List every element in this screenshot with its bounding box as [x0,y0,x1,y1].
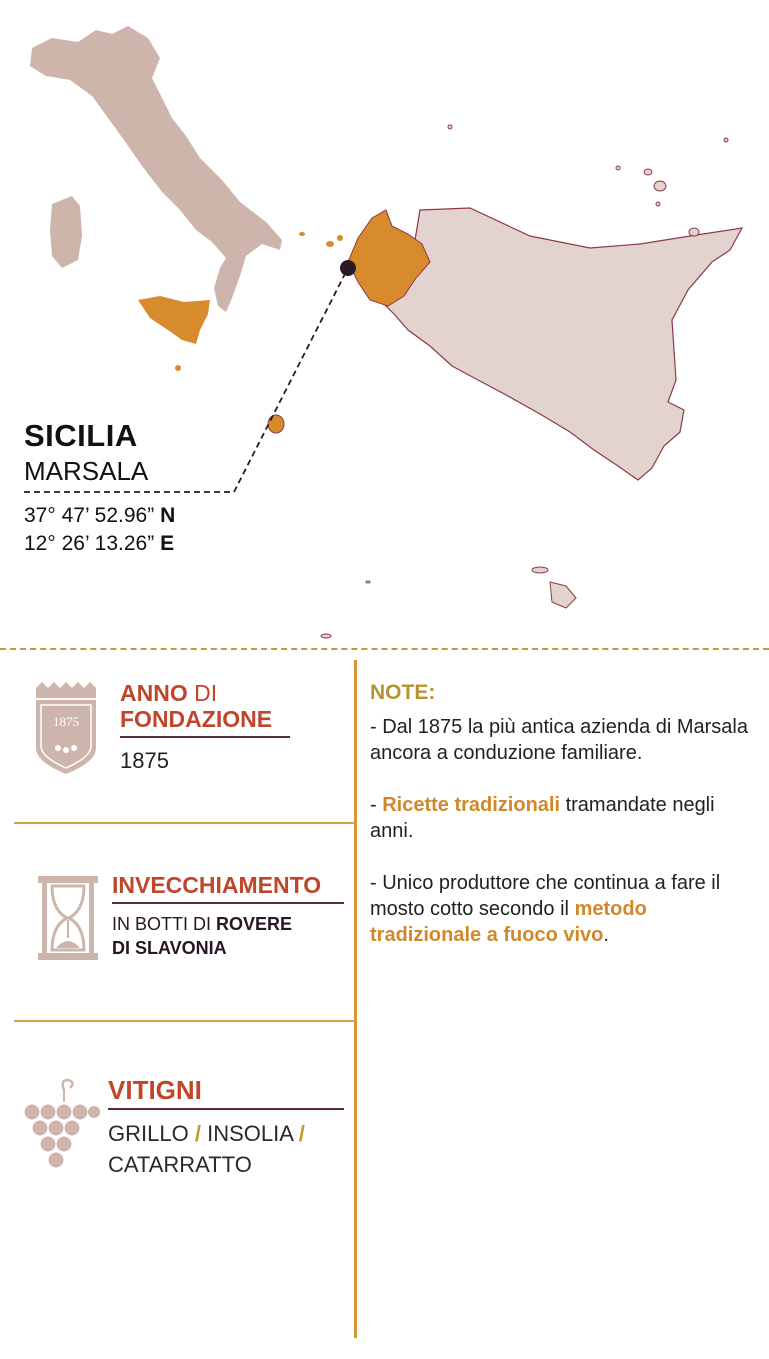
notes-heading: NOTE: [370,681,436,704]
founding-title [120,680,290,732]
latitude-value: 37° 47’ 52.96” [24,504,155,527]
islet [175,365,181,371]
islet [366,581,370,583]
aging-text-c: DI SLAVONIA [112,938,227,958]
islet [656,202,660,206]
islet [326,241,334,247]
islet [321,634,331,638]
aging-text [112,912,344,960]
aging-title-text: INVECCHIAMENTO [112,872,322,898]
islet [616,166,620,170]
longitude-dir: E [160,532,175,555]
note-2 [370,792,750,844]
malta [550,582,576,608]
grape-catarratto: CATARRATTO [108,1152,252,1177]
aging-block [112,872,344,960]
grapes-title [108,1076,344,1104]
grapes-title-text: VITIGNI [108,1075,202,1105]
note-2-post: tramandate negli anni. [370,794,715,842]
islet [337,235,343,241]
grapes-rule [108,1108,344,1110]
note-3-post: . [603,924,609,946]
latitude [24,502,175,530]
founding-block [120,680,290,774]
founding-title-a: ANNO [120,680,188,706]
founding-year: 1875 [120,748,169,773]
grape-insolia: INSOLIA [207,1121,293,1146]
islet [268,415,284,433]
horizontal-divider [0,648,769,650]
latitude-dir: N [160,504,176,527]
crest-icon [34,680,98,776]
crest-year: 1875 [53,714,79,729]
aging-title [112,872,344,898]
islet [724,138,728,142]
coordinates [24,502,175,558]
islet [689,228,699,236]
row-divider [14,1020,356,1022]
note-3 [370,870,750,948]
grapes-icon [24,1076,100,1176]
islet [448,125,452,129]
note-1: - Dal 1875 la più antica azienda di Marsala ancora a conduzione familiare. [370,716,748,764]
grape-separator: / [298,1121,305,1146]
note-2-highlight: Ricette tradizionali [382,794,561,816]
longitude [24,530,175,558]
sardinia [50,196,82,268]
row-divider [14,822,356,824]
region-name: SICILIA [24,418,138,453]
islet [532,567,548,573]
note-3-highlight: metodo tradizionale a fuoco vivo [370,898,647,946]
note-2-pre: - [370,794,383,816]
italy-mainland [30,26,282,312]
aging-rule [112,902,344,904]
location-label [24,418,176,555]
hourglass-icon [38,876,98,960]
islet [299,232,305,236]
grapes-list [108,1118,344,1180]
sicily-large [380,208,742,480]
islet [644,169,652,175]
founding-title-b: DI [194,680,218,706]
sicily-small [138,296,210,344]
note-3-pre: - Unico produttore che continua a fare il mosto cotto secondo il [370,872,721,920]
founding-title-c: FONDAZIONE [120,706,273,732]
grape-grillo: GRILLO [108,1121,189,1146]
aging-text-a: IN BOTTI DI [112,914,217,934]
marsala-marker [340,260,356,276]
town-name: MARSALA [24,456,149,486]
grapes-block [108,1076,344,1180]
islet [654,181,666,191]
grape-separator: / [194,1121,201,1146]
founding-rule [120,736,290,738]
aging-text-b: ROVERE [216,914,293,934]
vertical-divider [354,660,357,1338]
longitude-value: 12° 26’ 13.26” [24,532,155,555]
notes-panel [370,680,750,974]
